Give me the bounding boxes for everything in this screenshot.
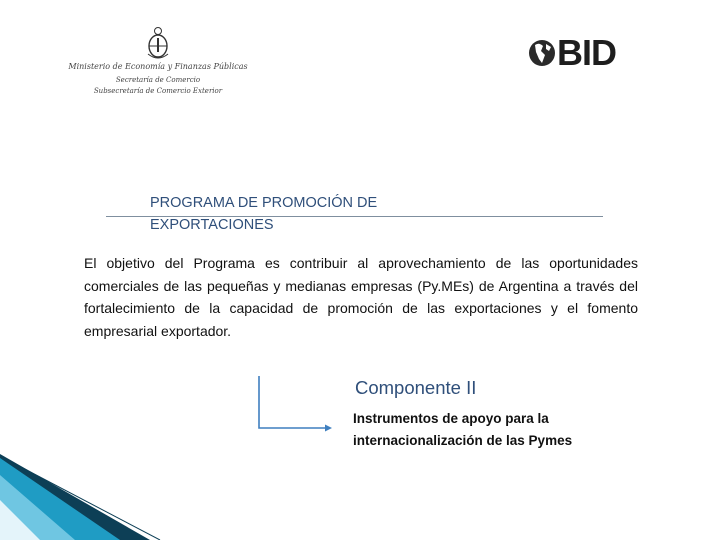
argentina-coat-of-arms-icon — [146, 26, 170, 62]
ministry-logo — [62, 22, 254, 106]
ministry-name: Ministerio de Economía y Finanzas Públicas — [68, 62, 248, 71]
title-divider — [106, 216, 603, 217]
decorative-swoosh — [0, 430, 720, 540]
bid-logo — [527, 32, 627, 73]
component-description: Instrumentos de apoyo para la internacionalización de las Pymes — [353, 411, 573, 448]
undersecretariat-name: Subsecretaría de Comercio Exterior — [93, 87, 223, 95]
program-title: PROGRAMA DE PROMOCIÓN DE EXPORTACIONES — [150, 195, 378, 233]
connector-arrow-icon — [255, 374, 335, 436]
component-title: Componente II — [355, 377, 477, 398]
globe-icon — [527, 37, 557, 69]
program-objective: El objetivo del Programa es contribuir al aprovechamiento de las oportunidades comerciales de las pequeñas y medianas empresas (Py.MEs) de Argentina a través del fortalecimiento de la capacidad de promoción de las exportaciones y el fomento empresarial exportador. — [84, 255, 638, 339]
bid-wordmark: BID — [557, 32, 616, 73]
secretariat-name: Secretaría de Comercio — [115, 76, 201, 84]
